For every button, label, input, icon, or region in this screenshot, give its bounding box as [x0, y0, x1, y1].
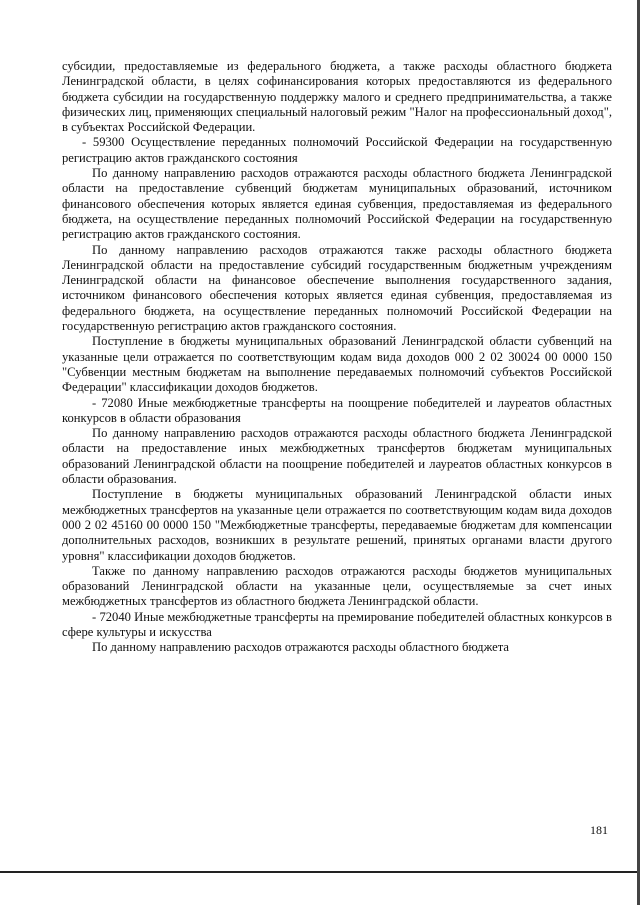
paragraph: Поступление в бюджеты муниципальных образований Ленинградской области субвенций на указанные цели отражается по соответствующим кодам вида доходов 000 2 02 30024 00 0000 150 "Субвенции местным бюджетам на выполнение передаваемых полномочий субъектов Российской Федерации" классификации доходов бюджетов.: [62, 334, 612, 395]
paragraph: Поступление в бюджеты муниципальных образований Ленинградской области иных межбюджетных трансфертов на указанные цели отражается по соответствующим кодам вида доходов 000 2 02 45160 00 0000 150 "Межбюджетные трансферты, передаваемые бюджетам для компенсации дополнительных расходов, возникших в результате решений, принятых органами власти другого уровня" классификации доходов бюджетов.: [62, 487, 612, 563]
paragraph: - 72040 Иные межбюджетные трансферты на премирование победителей областных конкурсов в сфере культуры и искусства: [62, 609, 612, 639]
paragraph: По данному направлению расходов отражаются также расходы областного бюджета Ленинградской области на предоставление субсидий государственным бюджетным учреждениям Ленинградской области на финансовое обеспечение выполнения государственного задания, источником финансового обеспечения которых является единая субвенция, предоставляемая из федерального бюджета, на осуществление переданных полномочий Российской Федерации на государственную регистрацию актов гражданского состояния.: [62, 242, 612, 334]
paragraph: Также по данному направлению расходов отражаются расходы бюджетов муниципальных образований Ленинградской области на указанные цели, осуществляемые за счет иных межбюджетных трансфертов из областного бюджета Ленинградской области.: [62, 563, 612, 609]
page-number: 181: [590, 823, 608, 837]
paragraph: - 72080 Иные межбюджетные трансферты на поощрение победителей и лауреатов областных конкурсов в области образования: [62, 395, 612, 425]
scan-border-line: [0, 871, 640, 873]
paragraph: По данному направлению расходов отражаются расходы областного бюджета: [92, 640, 509, 655]
paragraph: субсидии, предоставляемые из федерального бюджета, а также расходы областного бюджета Ленинградской области, в целях софинансирования которых предоставляются из федерального бюджета субсидии на государственную поддержку малого и среднего предпринимательства, а также физических лиц, применяющих специальный налоговый режим "Налог на профессиональный доход", в субъектах Российской Федерации.: [62, 59, 612, 135]
paragraph: - 59300 Осуществление переданных полномочий Российской Федерации на государственную регистрацию актов гражданского состояния: [62, 135, 612, 165]
paragraph: По данному направлению расходов отражаются расходы областного бюджета Ленинградской области на предоставление иных межбюджетных трансфертов бюджетам муниципальных образований Ленинградской области на поощрение победителей и лауреатов областных конкурсов в области образования.: [62, 426, 612, 487]
document-body: [62, 59, 612, 656]
paragraph: По данному направлению расходов отражаются расходы областного бюджета Ленинградской области на предоставление субвенций бюджетам муниципальных образований, источником финансового обеспечения которых является единая субвенция, предоставляемая из федерального бюджета, на осуществление переданных полномочий Российской Федерации на государственную регистрацию актов гражданского состояния.: [62, 166, 612, 242]
